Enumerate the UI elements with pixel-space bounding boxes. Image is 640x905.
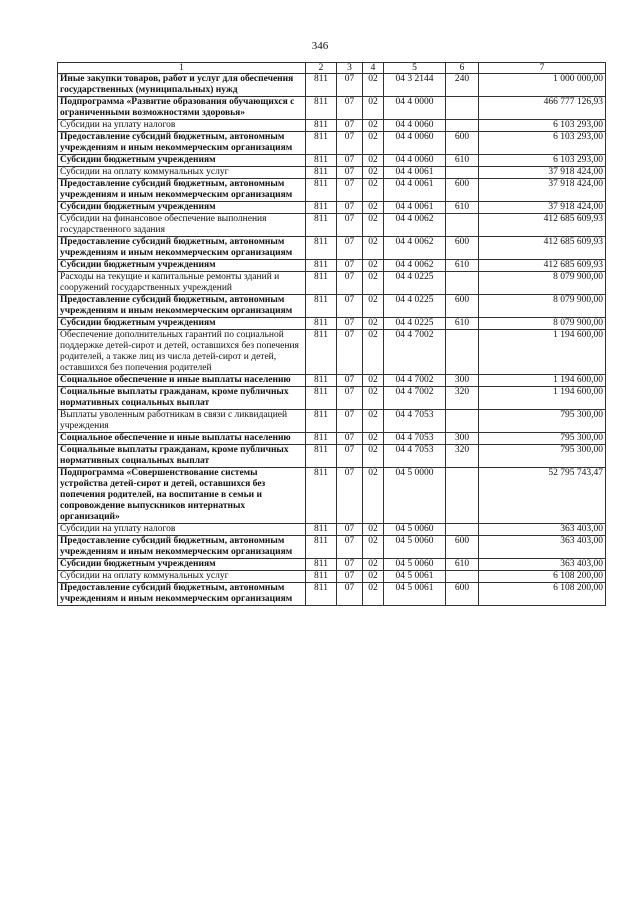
cell-target-article: 04 4 0225 <box>384 272 446 295</box>
table-row <box>58 295 606 318</box>
cell-name: Субсидии на финансовое обеспечение выполнения государственного задания <box>58 214 306 237</box>
cell-subsection: 02 <box>363 536 384 559</box>
cell-admin-code: 811 <box>306 433 337 445</box>
table-row <box>58 260 606 272</box>
cell-admin-code: 811 <box>306 120 337 132</box>
cell-target-article: 04 4 0060 <box>384 132 446 155</box>
cell-amount: 363 403,00 <box>479 536 606 559</box>
cell-target-article: 04 4 7053 <box>384 433 446 445</box>
cell-expense-type <box>446 524 479 536</box>
cell-name: Предоставление субсидий бюджетным, автономным учреждениям и иным некоммерческим организациям <box>58 237 306 260</box>
cell-section: 07 <box>337 318 363 330</box>
cell-amount: 6 103 293,00 <box>479 132 606 155</box>
cell-subsection: 02 <box>363 524 384 536</box>
cell-amount: 6 103 293,00 <box>479 120 606 132</box>
cell-section: 07 <box>337 237 363 260</box>
cell-section: 07 <box>337 583 363 606</box>
table-row <box>58 536 606 559</box>
cell-target-article: 04 4 0060 <box>384 155 446 167</box>
cell-section: 07 <box>337 524 363 536</box>
table-row <box>58 583 606 606</box>
column-header: 1 <box>58 63 306 74</box>
cell-admin-code: 811 <box>306 179 337 202</box>
cell-subsection: 02 <box>363 387 384 410</box>
cell-admin-code: 811 <box>306 260 337 272</box>
cell-admin-code: 811 <box>306 536 337 559</box>
cell-section: 07 <box>337 387 363 410</box>
cell-target-article: 04 5 0060 <box>384 524 446 536</box>
cell-expense-type <box>446 410 479 433</box>
cell-section: 07 <box>337 260 363 272</box>
cell-section: 07 <box>337 214 363 237</box>
cell-subsection: 02 <box>363 179 384 202</box>
cell-name: Субсидии на оплату коммунальных услуг <box>58 167 306 179</box>
cell-name: Иные закупки товаров, работ и услуг для обеспечения государственных (муниципальных) нужд <box>58 74 306 97</box>
cell-section: 07 <box>337 74 363 97</box>
table-row <box>58 330 606 375</box>
cell-target-article: 04 4 7002 <box>384 330 446 375</box>
cell-name: Подпрограмма «Развитие образования обучающихся с ограниченными возможностями здоровья» <box>58 97 306 120</box>
cell-amount: 52 795 743,47 <box>479 468 606 524</box>
cell-expense-type: 600 <box>446 179 479 202</box>
cell-admin-code: 811 <box>306 155 337 167</box>
table-row <box>58 179 606 202</box>
cell-expense-type <box>446 167 479 179</box>
cell-expense-type: 600 <box>446 536 479 559</box>
column-header: 3 <box>337 63 363 74</box>
cell-target-article: 04 4 0061 <box>384 167 446 179</box>
cell-admin-code: 811 <box>306 132 337 155</box>
cell-expense-type <box>446 272 479 295</box>
cell-admin-code: 811 <box>306 97 337 120</box>
cell-section: 07 <box>337 167 363 179</box>
cell-name: Расходы на текущие и капитальные ремонты зданий и сооружений государственных учреждений <box>58 272 306 295</box>
table-row <box>58 167 606 179</box>
cell-subsection: 02 <box>363 433 384 445</box>
table-row <box>58 155 606 167</box>
cell-target-article: 04 5 0061 <box>384 571 446 583</box>
cell-amount: 37 918 424,00 <box>479 167 606 179</box>
cell-expense-type <box>446 97 479 120</box>
cell-subsection: 02 <box>363 74 384 97</box>
cell-expense-type: 320 <box>446 445 479 468</box>
cell-admin-code: 811 <box>306 74 337 97</box>
cell-subsection: 02 <box>363 202 384 214</box>
table-row <box>58 237 606 260</box>
cell-amount: 412 685 609,93 <box>479 260 606 272</box>
cell-admin-code: 811 <box>306 524 337 536</box>
cell-target-article: 04 4 7053 <box>384 410 446 433</box>
cell-amount: 6 103 293,00 <box>479 155 606 167</box>
table-row <box>58 524 606 536</box>
cell-expense-type: 600 <box>446 295 479 318</box>
cell-name: Предоставление субсидий бюджетным, автономным учреждениям и иным некоммерческим организациям <box>58 179 306 202</box>
cell-subsection: 02 <box>363 410 384 433</box>
cell-expense-type: 600 <box>446 132 479 155</box>
budget-table <box>57 62 606 606</box>
cell-subsection: 02 <box>363 468 384 524</box>
table-row <box>58 375 606 387</box>
cell-target-article: 04 4 0225 <box>384 295 446 318</box>
cell-name: Подпрограмма «Совершенствование системы устройства детей-сирот и детей, оставшихся без попечения родителей, на воспитание в семьи и сопровождение выпускников интернатных организаций» <box>58 468 306 524</box>
cell-section: 07 <box>337 179 363 202</box>
page-number: 346 <box>311 40 329 52</box>
cell-expense-type <box>446 214 479 237</box>
cell-admin-code: 811 <box>306 468 337 524</box>
cell-expense-type <box>446 571 479 583</box>
cell-name: Социальные выплаты гражданам, кроме публичных нормативных социальных выплат <box>58 387 306 410</box>
cell-admin-code: 811 <box>306 445 337 468</box>
table-row <box>58 559 606 571</box>
cell-expense-type: 610 <box>446 559 479 571</box>
cell-subsection: 02 <box>363 295 384 318</box>
cell-amount: 8 079 900,00 <box>479 318 606 330</box>
cell-target-article: 04 5 0000 <box>384 468 446 524</box>
table-row <box>58 132 606 155</box>
table-row <box>58 318 606 330</box>
cell-name: Предоставление субсидий бюджетным, автономным учреждениям и иным некоммерческим организациям <box>58 295 306 318</box>
cell-section: 07 <box>337 155 363 167</box>
cell-subsection: 02 <box>363 237 384 260</box>
column-header: 2 <box>306 63 337 74</box>
table-row <box>58 410 606 433</box>
cell-subsection: 02 <box>363 571 384 583</box>
cell-expense-type: 240 <box>446 74 479 97</box>
column-header: 5 <box>384 63 446 74</box>
cell-amount: 37 918 424,00 <box>479 179 606 202</box>
cell-name: Субсидии бюджетным учреждениям <box>58 318 306 330</box>
cell-subsection: 02 <box>363 583 384 606</box>
cell-expense-type: 610 <box>446 202 479 214</box>
cell-expense-type: 600 <box>446 237 479 260</box>
cell-section: 07 <box>337 468 363 524</box>
cell-target-article: 04 4 0225 <box>384 318 446 330</box>
cell-admin-code: 811 <box>306 559 337 571</box>
cell-admin-code: 811 <box>306 571 337 583</box>
cell-name: Предоставление субсидий бюджетным, автономным учреждениям и иным некоммерческим организациям <box>58 583 306 606</box>
cell-subsection: 02 <box>363 330 384 375</box>
table-row <box>58 468 606 524</box>
cell-section: 07 <box>337 571 363 583</box>
table-row <box>58 97 606 120</box>
cell-admin-code: 811 <box>306 583 337 606</box>
column-header: 7 <box>479 63 606 74</box>
cell-subsection: 02 <box>363 132 384 155</box>
column-header: 6 <box>446 63 479 74</box>
cell-expense-type: 320 <box>446 387 479 410</box>
cell-section: 07 <box>337 132 363 155</box>
cell-expense-type: 610 <box>446 260 479 272</box>
cell-expense-type: 300 <box>446 375 479 387</box>
cell-target-article: 04 4 0061 <box>384 202 446 214</box>
cell-name: Социальное обеспечение и иные выплаты населению <box>58 375 306 387</box>
cell-amount: 1 194 600,00 <box>479 375 606 387</box>
cell-amount: 795 300,00 <box>479 445 606 468</box>
cell-name: Субсидии бюджетным учреждениям <box>58 155 306 167</box>
cell-target-article: 04 4 0062 <box>384 260 446 272</box>
cell-amount: 6 108 200,00 <box>479 583 606 606</box>
cell-amount: 6 108 200,00 <box>479 571 606 583</box>
cell-admin-code: 811 <box>306 237 337 260</box>
cell-name: Социальные выплаты гражданам, кроме публичных нормативных социальных выплат <box>58 445 306 468</box>
cell-name: Субсидии на уплату налогов <box>58 524 306 536</box>
cell-name: Социальное обеспечение и иные выплаты населению <box>58 433 306 445</box>
table-row <box>58 120 606 132</box>
cell-section: 07 <box>337 272 363 295</box>
cell-admin-code: 811 <box>306 330 337 375</box>
cell-name: Субсидии на оплату коммунальных услуг <box>58 571 306 583</box>
cell-target-article: 04 4 0062 <box>384 237 446 260</box>
cell-expense-type: 300 <box>446 433 479 445</box>
cell-amount: 412 685 609,93 <box>479 214 606 237</box>
cell-target-article: 04 4 0000 <box>384 97 446 120</box>
cell-section: 07 <box>337 445 363 468</box>
table-row <box>58 387 606 410</box>
cell-section: 07 <box>337 433 363 445</box>
cell-name: Предоставление субсидий бюджетным, автономным учреждениям и иным некоммерческим организациям <box>58 536 306 559</box>
table-row <box>58 272 606 295</box>
cell-amount: 1 194 600,00 <box>479 387 606 410</box>
cell-amount: 1 000 000,00 <box>479 74 606 97</box>
cell-expense-type: 610 <box>446 155 479 167</box>
cell-subsection: 02 <box>363 445 384 468</box>
cell-section: 07 <box>337 120 363 132</box>
cell-name: Субсидии бюджетным учреждениям <box>58 202 306 214</box>
cell-target-article: 04 5 0060 <box>384 536 446 559</box>
table-row <box>58 214 606 237</box>
cell-name: Субсидии на уплату налогов <box>58 120 306 132</box>
cell-amount: 37 918 424,00 <box>479 202 606 214</box>
cell-target-article: 04 5 0061 <box>384 583 446 606</box>
cell-subsection: 02 <box>363 97 384 120</box>
cell-target-article: 04 4 0060 <box>384 120 446 132</box>
cell-amount: 412 685 609,93 <box>479 237 606 260</box>
cell-expense-type: 600 <box>446 583 479 606</box>
cell-section: 07 <box>337 202 363 214</box>
cell-amount: 8 079 900,00 <box>479 295 606 318</box>
cell-subsection: 02 <box>363 559 384 571</box>
cell-target-article: 04 3 2144 <box>384 74 446 97</box>
cell-admin-code: 811 <box>306 202 337 214</box>
cell-amount: 1 194 600,00 <box>479 330 606 375</box>
cell-section: 07 <box>337 330 363 375</box>
cell-name: Выплаты уволенным работникам в связи с ликвидацией учреждения <box>58 410 306 433</box>
table-row <box>58 445 606 468</box>
cell-target-article: 04 4 0062 <box>384 214 446 237</box>
cell-section: 07 <box>337 559 363 571</box>
cell-target-article: 04 5 0060 <box>384 559 446 571</box>
table-row <box>58 202 606 214</box>
table-row <box>58 571 606 583</box>
table-header-row <box>58 63 606 74</box>
cell-admin-code: 811 <box>306 167 337 179</box>
cell-amount: 795 300,00 <box>479 433 606 445</box>
cell-section: 07 <box>337 375 363 387</box>
cell-subsection: 02 <box>363 375 384 387</box>
cell-subsection: 02 <box>363 318 384 330</box>
cell-expense-type: 610 <box>446 318 479 330</box>
cell-amount: 363 403,00 <box>479 524 606 536</box>
cell-section: 07 <box>337 536 363 559</box>
cell-admin-code: 811 <box>306 375 337 387</box>
cell-subsection: 02 <box>363 272 384 295</box>
cell-name: Субсидии бюджетным учреждениям <box>58 260 306 272</box>
cell-amount: 466 777 126,93 <box>479 97 606 120</box>
table-row <box>58 74 606 97</box>
cell-target-article: 04 4 7002 <box>384 375 446 387</box>
cell-expense-type <box>446 330 479 375</box>
cell-section: 07 <box>337 410 363 433</box>
cell-amount: 795 300,00 <box>479 410 606 433</box>
cell-section: 07 <box>337 295 363 318</box>
cell-admin-code: 811 <box>306 295 337 318</box>
cell-subsection: 02 <box>363 155 384 167</box>
cell-section: 07 <box>337 97 363 120</box>
column-header: 4 <box>363 63 384 74</box>
cell-amount: 363 403,00 <box>479 559 606 571</box>
cell-amount: 8 079 900,00 <box>479 272 606 295</box>
cell-target-article: 04 4 7002 <box>384 387 446 410</box>
cell-admin-code: 811 <box>306 387 337 410</box>
cell-name: Обеспечение дополнительных гарантий по социальной поддержке детей-сирот и детей, оставшихся без попечения родителей, а также лиц из числа детей-сирот и детей, оставшихся без попечения родителей <box>58 330 306 375</box>
cell-expense-type <box>446 468 479 524</box>
cell-admin-code: 811 <box>306 318 337 330</box>
cell-subsection: 02 <box>363 260 384 272</box>
cell-target-article: 04 4 0061 <box>384 179 446 202</box>
cell-target-article: 04 4 7053 <box>384 445 446 468</box>
cell-expense-type <box>446 120 479 132</box>
cell-name: Предоставление субсидий бюджетным, автономным учреждениям и иным некоммерческим организациям <box>58 132 306 155</box>
cell-subsection: 02 <box>363 167 384 179</box>
cell-admin-code: 811 <box>306 214 337 237</box>
cell-admin-code: 811 <box>306 272 337 295</box>
cell-subsection: 02 <box>363 214 384 237</box>
cell-subsection: 02 <box>363 120 384 132</box>
cell-admin-code: 811 <box>306 410 337 433</box>
cell-name: Субсидии бюджетным учреждениям <box>58 559 306 571</box>
table-row <box>58 433 606 445</box>
